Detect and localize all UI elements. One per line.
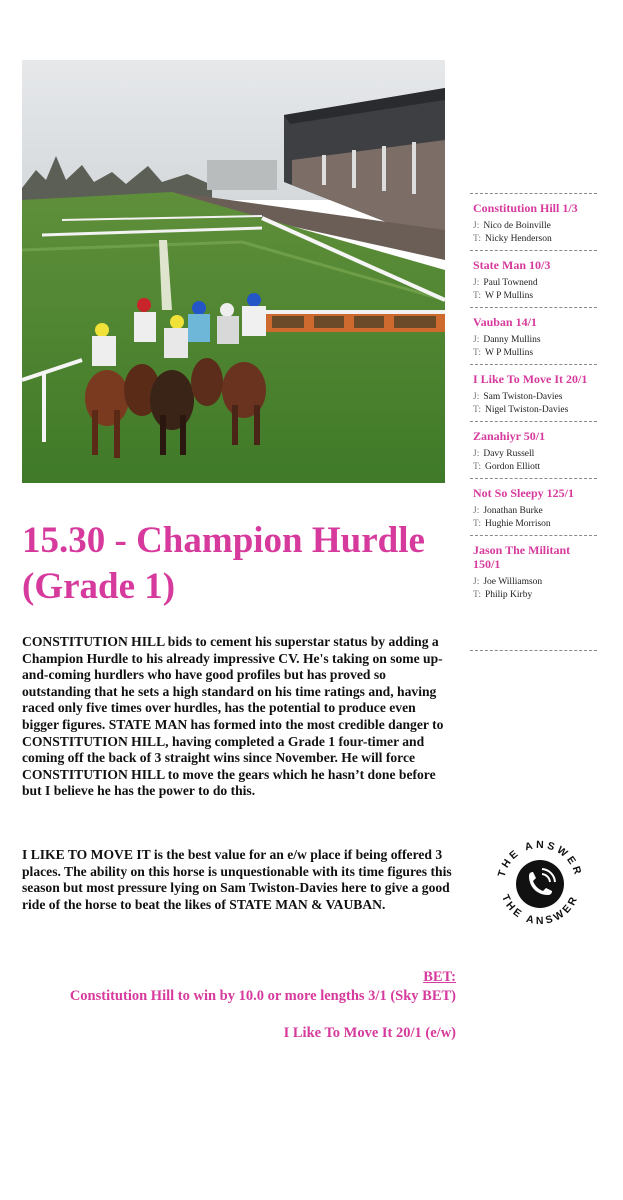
trainer-row: [473, 518, 597, 531]
jockey-label: J:: [473, 335, 480, 345]
bet-line: Constitution Hill to win by 10.0 or more lengths 3/1 (Sky BET): [69, 988, 456, 1004]
analysis-paragraph: I LIKE TO MOVE IT is the best value for an e/w place if being offered 3 places. The ability on this horse is unquestionable with its time figures this season but most pressure lying on Sam Twiston-Davies here to give a good ride of the horse to beat the likes of STATE MAN & VAUBAN.: [22, 847, 452, 912]
runner-item: [470, 194, 597, 251]
runner-item: [470, 308, 597, 365]
analysis-paragraph: CONSTITUTION HILL bids to cement his superstar status by adding a Champion Hurdle to his already impressive CV. He's taking on some up-and-coming hurdlers who have good profiles but has proved so outstanding that he sets a high standard on his time ratings and, having raced only five times over hurdles, has the potential to produce even bigger figures. STATE MAN has formed into the most credible danger to CONSTITUTION HILL, having completed a Grade 1 four-timer and coming off the back of 3 straight wins since November. He will force CONSTITUTION HILL to move the gears which he hasn’t done before but I believe he has the power to do this.: [22, 634, 444, 799]
phone-icon: [516, 860, 564, 908]
jockey-name: Danny Mullins: [483, 335, 541, 345]
runner-name: I Like To Move It 20/1: [473, 372, 588, 386]
runner-item: [470, 365, 597, 422]
jockey-name: Sam Twiston-Davies: [483, 392, 563, 402]
race-title: 15.30 - Champion Hurdle (Grade 1): [22, 520, 425, 607]
jockey-row: [473, 576, 597, 589]
trainer-label: T:: [473, 291, 481, 301]
runner-name: Vauban 14/1: [473, 315, 537, 329]
jockey-label: J:: [473, 577, 480, 587]
jockey-row: [473, 391, 597, 404]
bets-section: [22, 968, 456, 1043]
jockey-name: Paul Townend: [483, 278, 538, 288]
trainer-row: [473, 461, 597, 474]
trainer-label: T:: [473, 405, 481, 415]
jockey-label: J:: [473, 278, 480, 288]
trainer-name: Gordon Elliott: [484, 462, 541, 472]
runner-name: Constitution Hill 1/3: [473, 201, 578, 215]
runner-item: [470, 479, 597, 536]
trainer-row: [473, 233, 597, 246]
jockey-name: Joe Williamson: [483, 577, 543, 587]
runner-name: Jason The Militant 150/1: [473, 543, 571, 571]
runner-name: Zanahiyr 50/1: [473, 429, 546, 443]
trainer-name: W P Mullins: [484, 348, 534, 358]
trainer-label: T:: [473, 519, 481, 529]
trainer-row: [473, 347, 597, 360]
the-answer-logo: [488, 832, 592, 936]
trainer-name: Nigel Twiston-Davies: [484, 405, 569, 415]
trainer-row: [473, 404, 597, 417]
jockey-label: J:: [473, 449, 480, 459]
trainer-label: T:: [473, 234, 481, 244]
jockey-row: [473, 334, 597, 347]
trainer-name: Nicky Henderson: [484, 234, 552, 244]
trainer-row: [473, 589, 597, 602]
jockey-row: [473, 277, 597, 290]
jockey-label: J:: [473, 221, 480, 231]
racecourse-photo: [22, 60, 445, 483]
logo-text-bottom: THE ANSWER: [498, 892, 582, 928]
jockey-name: Jonathan Burke: [483, 506, 543, 516]
jockey-label: J:: [473, 506, 480, 516]
runner-name: State Man 10/3: [473, 258, 551, 272]
jockey-row: [473, 505, 597, 518]
bet-line: I Like To Move It 20/1 (e/w): [283, 1025, 456, 1041]
trainer-name: Philip Kirby: [484, 590, 533, 600]
jockey-row: [473, 220, 597, 233]
jockey-name: Nico de Boinville: [483, 221, 551, 231]
runner-item: [470, 422, 597, 479]
trainer-name: W P Mullins: [484, 291, 534, 301]
trainer-row: [473, 290, 597, 303]
trainer-label: T:: [473, 462, 481, 472]
trainer-label: T:: [473, 590, 481, 600]
bet-heading: BET:: [423, 969, 456, 985]
runner-item: [470, 251, 597, 308]
logo-text-top: THE ANSWER: [495, 838, 585, 879]
divider: [470, 650, 597, 651]
jockey-name: Davy Russell: [483, 449, 535, 459]
runner-name: Not So Sleepy 125/1: [473, 486, 575, 500]
jockey-label: J:: [473, 392, 480, 402]
runner-item: [470, 536, 597, 606]
trainer-name: Hughie Morrison: [484, 519, 551, 529]
trainer-label: T:: [473, 348, 481, 358]
jockey-row: [473, 448, 597, 461]
runners-list: [470, 193, 597, 651]
